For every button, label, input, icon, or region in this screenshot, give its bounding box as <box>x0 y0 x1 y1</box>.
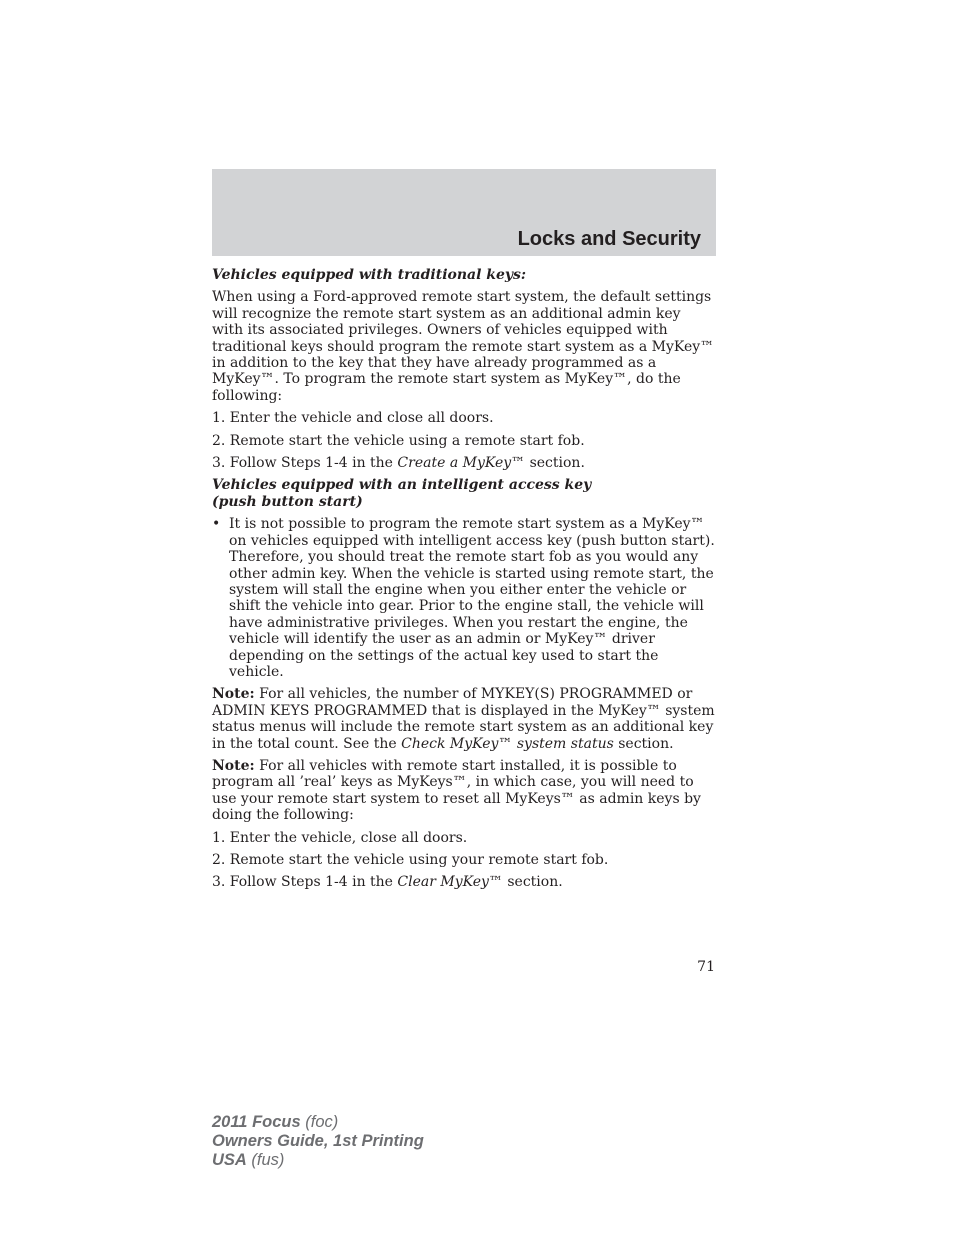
check-mykey-status-reference: Check MyKey™ system status <box>401 735 614 752</box>
footer-market-line <box>212 1151 424 1170</box>
note-mykey-count-text: For all vehicles, the number of MYKEY(S) PROGRAMMED or ADMIN KEYS PROGRAMMED that is displayed in the MyKey™ system status menus will include the remote start system as an additional key in the total count. See the <box>212 686 715 752</box>
footer-model: 2011 Focus <box>212 1113 301 1131</box>
reset-step-3-prefix: 3. Follow Steps 1-4 in the <box>212 874 398 891</box>
reset-step-3-suffix: section. <box>502 874 563 891</box>
note-mykey-count <box>212 686 716 752</box>
note-label: Note: <box>212 686 255 703</box>
footer-market: USA <box>212 1151 247 1169</box>
note-label: Note: <box>212 757 255 774</box>
page-number: 71 <box>697 959 715 975</box>
footer-model-line <box>212 1113 424 1132</box>
intelligent-key-heading-line1: Vehicles equipped with an intelligent access key <box>212 477 592 494</box>
traditional-step-2: 2. Remote start the vehicle using a remote start fob. <box>212 432 585 449</box>
traditional-keys-intro: When using a Ford-approved remote start system, the default settings will recognize the remote start system as an additional admin key with its associated privileges. Owners of vehicles equipped with traditional keys should program the remote start system as a MyKey™ in addition to the key that they have already programmed as a MyKey™. To program the remote start system as MyKey™, do the following: <box>212 289 715 404</box>
traditional-step-3-prefix: 3. Follow Steps 1-4 in the <box>212 455 398 472</box>
document-footer <box>212 1113 424 1170</box>
footer-market-code: (fus) <box>246 1151 285 1169</box>
section-header-band <box>212 169 716 256</box>
bullet-icon: • <box>212 516 221 533</box>
intelligent-key-bullet <box>212 516 716 680</box>
section-title: Locks and Security <box>517 228 701 250</box>
page-content <box>212 267 716 897</box>
traditional-step-3-suffix: section. <box>525 455 585 472</box>
traditional-step-1: 1. Enter the vehicle and close all doors. <box>212 410 494 427</box>
note-mykey-count-suffix: section. <box>613 735 674 752</box>
note-reset-keys-text: For all vehicles with remote start installed, it is possible to program all ’real’ keys as MyKeys™, in which case, you will need to use your remote start system to reset all MyKeys™ as admin keys by doing the following: <box>212 757 701 824</box>
intelligent-key-bullet-text: It is not possible to program the remote start system as a MyKey™ on vehicles equipped with intelligent access key (push button start). Therefore, you should treat the remote start fob as you would any other admin key. When the vehicle is started using remote start, the system will stall the engine when you either enter the vehicle or shift the vehicle into gear. Prior to the engine stall, the vehicle will have administrative privileges. When you restart the engine, the vehicle will identify the user as an admin or MyKey™ driver depending on the settings of the actual key used to start the vehicle. <box>229 516 715 680</box>
footer-model-code: (foc) <box>300 1113 339 1131</box>
traditional-step-3 <box>212 455 716 471</box>
note-reset-keys <box>212 758 716 824</box>
clear-mykey-reference: Clear MyKey™ <box>397 874 503 891</box>
traditional-keys-heading: Vehicles equipped with traditional keys: <box>212 267 527 283</box>
reset-step-2: 2. Remote start the vehicle using your remote start fob. <box>212 852 609 868</box>
intelligent-key-heading-line2: (push button start) <box>212 493 363 510</box>
intelligent-key-heading <box>212 477 716 510</box>
reset-step-1: 1. Enter the vehicle, close all doors. <box>212 829 468 846</box>
reset-step-3 <box>212 874 716 890</box>
footer-guide-edition: Owners Guide, 1st Printing <box>212 1132 424 1150</box>
create-mykey-reference: Create a MyKey™ <box>397 455 526 472</box>
